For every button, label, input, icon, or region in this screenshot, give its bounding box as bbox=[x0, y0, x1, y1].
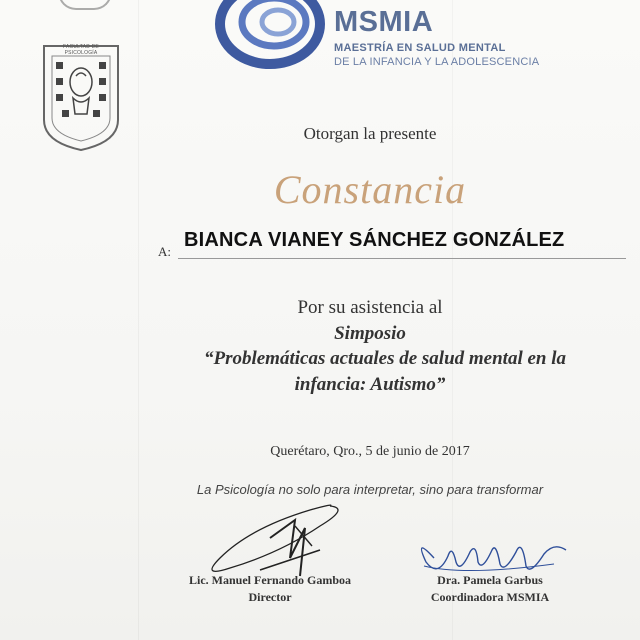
place-date: Querétaro, Qro., 5 de junio de 2017 bbox=[270, 444, 470, 459]
msmia-logo-subtitle-2: DE LA INFANCIA Y LA ADOLESCENCIA bbox=[334, 56, 540, 68]
recipient-name: BIANCA VIANEY SÁNCHEZ GONZÁLEZ bbox=[184, 229, 565, 251]
event-title-line-2: infancia: Autismo” bbox=[294, 374, 446, 395]
coordinator-role: Coordinadora MSMIA bbox=[430, 590, 550, 604]
director-role: Director bbox=[248, 590, 292, 604]
msmia-swirl-logo bbox=[208, 0, 326, 72]
shield-caption: FACULTAD DE PSICOLOGÍA bbox=[63, 44, 99, 56]
recipient-underline bbox=[178, 258, 626, 259]
event-type: Simposio bbox=[334, 323, 406, 344]
university-shield-logo bbox=[40, 42, 122, 154]
document-title: Constancia bbox=[273, 167, 467, 212]
msmia-logo-title: MSMIA bbox=[334, 6, 434, 38]
paper-fold bbox=[138, 0, 139, 640]
msmia-logo-subtitle-1: MAESTRÍA EN SALUD MENTAL bbox=[334, 42, 506, 54]
event-title-line-1: “Problemáticas actuales de salud mental en la bbox=[203, 348, 567, 369]
coordinator-name: Dra. Pamela Garbus bbox=[437, 573, 543, 587]
recipient-prefix: A: bbox=[158, 244, 171, 259]
director-name: Lic. Manuel Fernando Gamboa bbox=[188, 573, 351, 587]
intro-text: Otorgan la presente bbox=[303, 124, 437, 143]
attendance-text: Por su asistencia al bbox=[297, 297, 443, 318]
motto: La Psicología no solo para interpretar, sino para transformar bbox=[196, 482, 544, 497]
